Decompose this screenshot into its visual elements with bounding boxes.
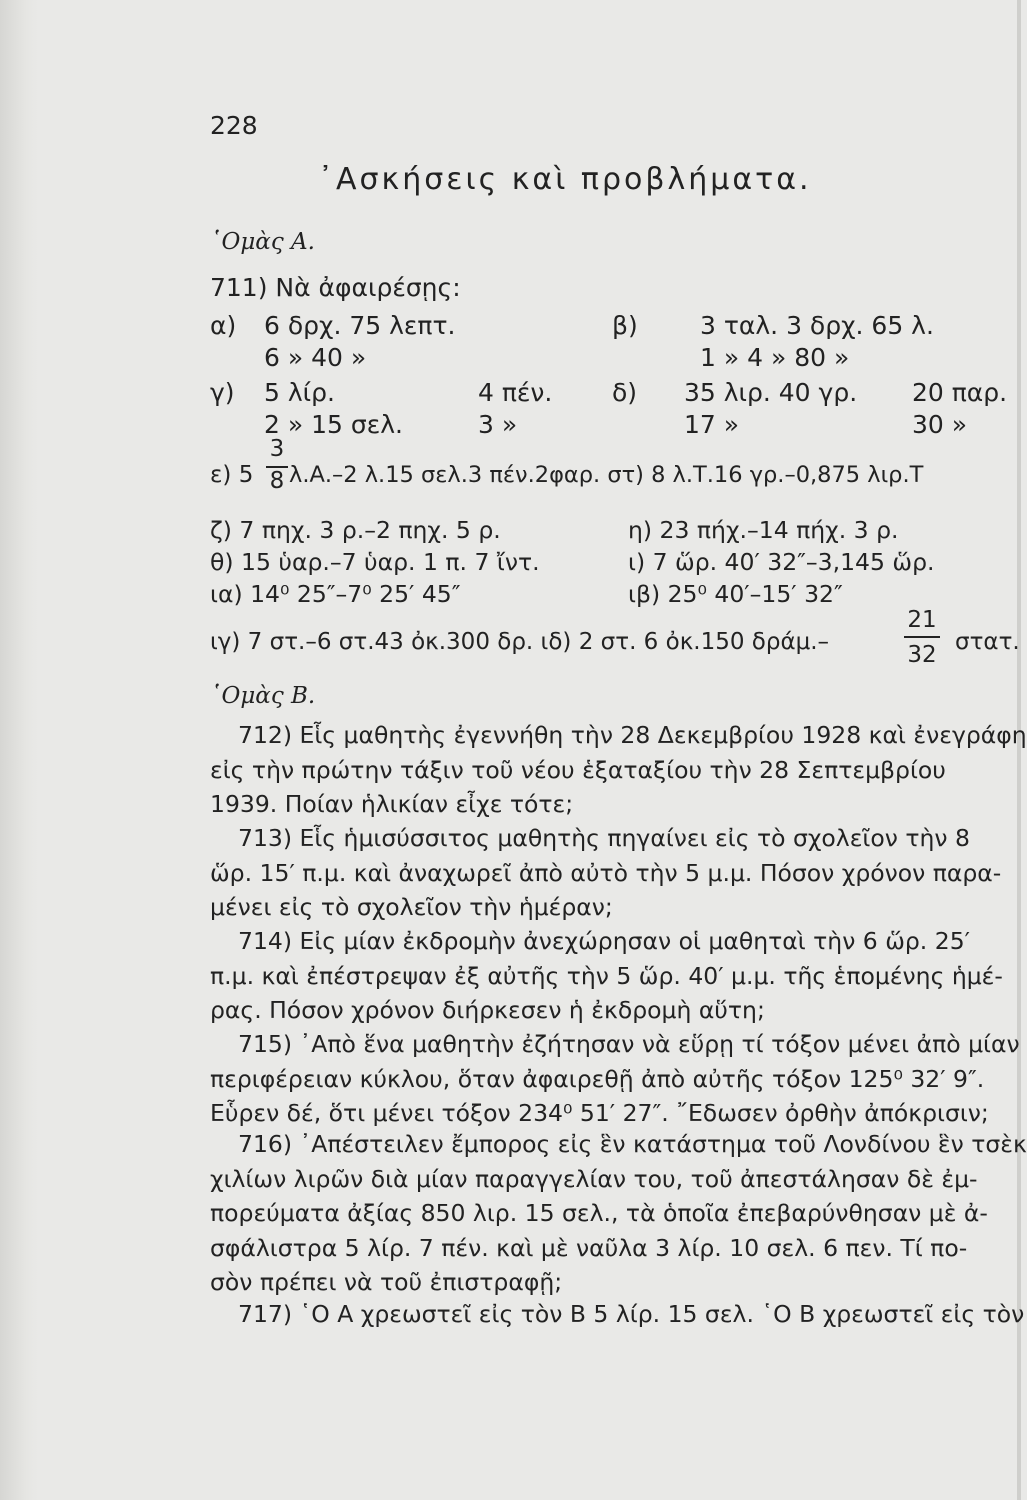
problem-713: [210, 821, 1020, 925]
paragraph-line: περιφέρειαν κύκλου, ὅταν ἀφαιρεθῇ ἀπὸ αὐτῆς τόξον 125⁰ 32′ 9″.: [210, 1064, 985, 1093]
ex711-d-line2b: 30 »: [912, 410, 968, 439]
paragraph-line: πορεύματα ἀξίας 850 λιρ. 15 σελ., τὰ ὁποῖα ἐπεβαρύνθησαν μὲ ἀ-: [210, 1199, 988, 1227]
ex711-d-line1a: 35 λιρ. 40 γρ.: [684, 378, 858, 407]
ex711-d-line1b: 20 παρ.: [912, 378, 1008, 407]
paragraph-line: χιλίων λιρῶν διὰ μίαν παραγγελίαν του, τοῦ ἀπεστάλησαν δὲ ἐμ-: [210, 1164, 978, 1193]
ex711-ig-fraction-bar: [904, 636, 940, 638]
page-title: ᾿Ασκήσεις καὶ προβλήματα.: [318, 162, 812, 197]
ex711-g-line2b: 3 »: [478, 410, 518, 439]
paragraph-line: Εὗρεν δέ, ὅτι μένει τόξον 234⁰ 51′ 27″. ῎Εδωσεν ὀρθὴν ἀπόκρισιν;: [210, 1099, 989, 1127]
ex711-intro: 711) Νὰ ἀφαιρέσῃς:: [210, 273, 461, 302]
ex711-g-line2a: 2 » 15 σελ.: [264, 410, 403, 439]
paragraph-line: σφάλιστρα 5 λίρ. 7 πέν. καὶ μὲ ναῦλα 3 λίρ. 10 σελ. 6 πεν. Τί πο-: [210, 1233, 968, 1262]
ex711-e-fraction-numerator: 3: [269, 436, 285, 462]
paragraph-line: ρας. Πόσον χρόνον διήρκεσεν ἡ ἐκδρομὴ αὕτη;: [210, 996, 765, 1024]
problem-717: [210, 1297, 1025, 1332]
ex711-th: θ) 15 ὑαρ.–7 ὑαρ. 1 π. 7 ἴντ.: [210, 548, 540, 576]
ex711-ia: ια) 14⁰ 25″–7⁰ 25′ 45″: [210, 580, 461, 608]
ex711-g-line1b: 4 πέν.: [478, 378, 553, 407]
paragraph-line: σὸν πρέπει νὰ τοῦ ἐπιστραφῇ;: [210, 1268, 563, 1296]
ex711-ig-tail: στατ.: [955, 629, 1020, 655]
ex711-e-rest: λ.Α.–2 λ.15 σελ.3 πέν.2φαρ. στ) 8 λ.Τ.16 γρ.–0,875 λιρ.Τ: [289, 462, 924, 488]
paragraph-line: 716) ᾿Απέστειλεν ἔμπορος εἰς ἓν κατάστημα τοῦ Λονδίνου ἓν τσὲκ: [238, 1130, 1027, 1158]
ex711-e-prefix: ε) 5: [210, 462, 254, 488]
paragraph-line: μένει εἰς τὸ σχολεῖον τὴν ἡμέραν;: [210, 893, 613, 921]
paragraph-line: 712) Εἷς μαθητὴς ἐγεννήθη τὴν 28 Δεκεμβρίου 1928 καὶ ἐνεγράφη: [238, 721, 1027, 749]
ex711-b-line1: 3 ταλ. 3 δρχ. 65 λ.: [700, 311, 934, 340]
ex711-e-fraction-denominator: 8: [269, 468, 285, 494]
paragraph-line: 717) ῾Ο Α χρεωστεῖ εἰς τὸν Β 5 λίρ. 15 σελ. ῾Ο Β χρεωστεῖ εἰς τὸν: [238, 1300, 1025, 1328]
group-b-heading: ῾Ομὰς Β.: [210, 683, 316, 709]
paragraph-line: π.μ. καὶ ἐπέστρεψαν ἐξ αὐτῆς τὴν 5 ὥρ. 40′ μ.μ. τῆς ἑπομένης ἡμέ-: [210, 961, 1003, 990]
problem-716: [210, 1127, 1027, 1300]
page-gutter-shadow: [0, 0, 38, 1500]
problem-715: [210, 1027, 1020, 1131]
ex711-ib: ιβ) 25⁰ 40′–15′ 32″: [628, 580, 843, 608]
ex711-z: ζ) 7 πηχ. 3 ρ.–2 πηχ. 5 ρ.: [210, 516, 501, 544]
paragraph-line: 1939. Ποίαν ἡλικίαν εἶχε τότε;: [210, 790, 574, 818]
problem-714: [210, 924, 1020, 1028]
ex711-a-label: α): [210, 311, 237, 340]
ex711-a-line2: 6 » 40 »: [264, 343, 367, 372]
ex711-ig: ιγ) 7 στ.–6 στ.43 ὀκ.300 δρ. ιδ) 2 στ. 6 ὀκ.150 δράμ.–: [210, 629, 830, 655]
page-number: 228: [210, 111, 258, 140]
ex711-b-line2: 1 » 4 » 80 »: [700, 343, 850, 372]
paragraph-line: 713) Εἷς ἡμισύσσιτος μαθητὴς πηγαίνει εἰς τὸ σχολεῖον τὴν 8: [238, 824, 970, 852]
group-a-heading: ῾Ομὰς Α.: [210, 229, 315, 255]
paragraph-line: 715) ᾿Απὸ ἕνα μαθητὴν ἐζήτησαν νὰ εὕρῃ τί τόξον μένει ἀπὸ μίαν: [238, 1030, 1020, 1058]
ex711-g-line1a: 5 λίρ.: [264, 378, 335, 407]
ex711-d-line2a: 17 »: [684, 410, 740, 439]
ex711-d-label: δ): [612, 378, 638, 407]
ex711-g-label: γ): [210, 378, 235, 407]
ex711-ig-fraction-numerator: 21: [907, 607, 937, 633]
ex711-a-line1: 6 δρχ. 75 λεπτ.: [264, 311, 456, 340]
ex711-ig-fraction-denominator: 32: [907, 642, 937, 668]
problem-712: [210, 718, 1027, 822]
paragraph-line: 714) Εἰς μίαν ἐκδρομὴν ἀνεχώρησαν οἱ μαθηταὶ τὴν 6 ὥρ. 25′: [238, 927, 970, 955]
ex711-i: ι) 7 ὥρ. 40′ 32″–3,145 ὥρ.: [628, 548, 935, 576]
paragraph-line: εἰς τὴν πρώτην τάξιν τοῦ νέου ἑξαταξίου τὴν 28 Σεπτεμβρίου: [210, 755, 946, 784]
ex711-h: η) 23 πήχ.–14 πήχ. 3 ρ.: [628, 516, 899, 544]
ex711-b-label: β): [612, 311, 638, 340]
paragraph-line: ὥρ. 15′ π.μ. καὶ ἀναχωρεῖ ἀπὸ αὐτὸ τὴν 5 μ.μ. Πόσον χρόνον παρα-: [210, 858, 1002, 887]
